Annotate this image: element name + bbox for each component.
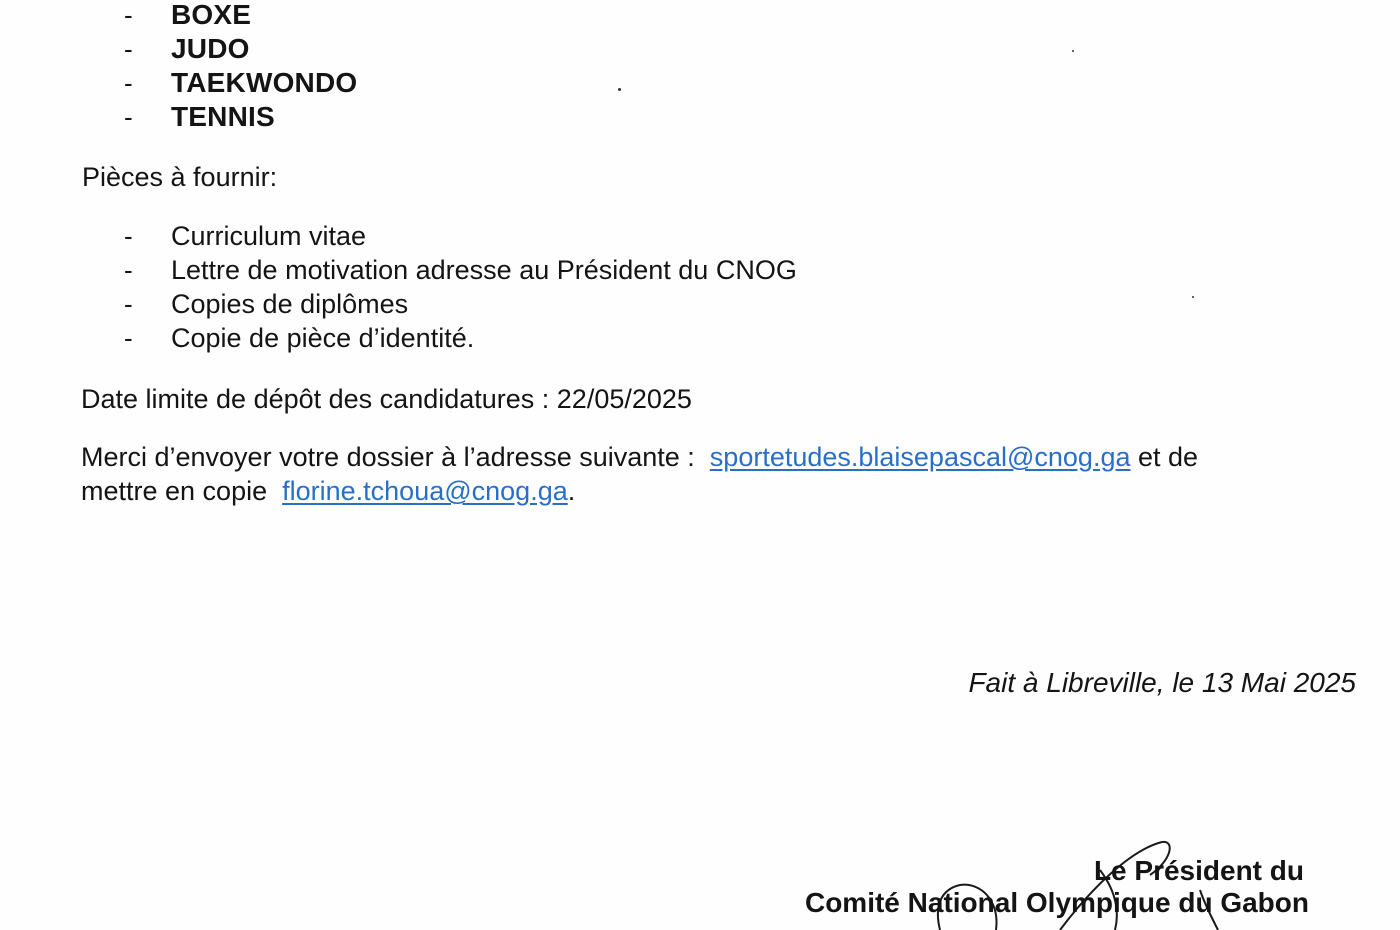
scan-speck — [1072, 50, 1074, 52]
bullet-dash: - — [124, 323, 133, 353]
scan-speck — [618, 88, 621, 91]
document-item: Copies de diplômes — [171, 289, 409, 319]
sentence-end: . — [567, 476, 576, 506]
signatory-title: Le Président du — [1093, 855, 1304, 886]
bullet-dash: - — [124, 255, 133, 285]
sport-name: TAEKWONDO — [171, 67, 358, 98]
bullet-dash: - — [124, 221, 133, 251]
submission-connector: et de — [1138, 442, 1199, 472]
bullet-dash: - — [124, 0, 133, 30]
scan-speck — [1192, 296, 1194, 298]
document-item: Curriculum vitae — [171, 221, 367, 251]
bullet-dash: - — [124, 68, 133, 98]
deadline-text: Date limite de dépôt des candidatures : 22/05/2025 — [81, 384, 692, 414]
signatory-organization: Comité National Olympique du Gabon — [804, 887, 1309, 918]
place-date: Fait à Libreville, le 13 Mai 2025 — [968, 667, 1356, 698]
sport-name: JUDO — [171, 33, 250, 64]
submission-line-2 — [81, 474, 575, 508]
sport-name: BOXE — [171, 0, 252, 30]
cc-email-link[interactable]: florine.tchoua@cnog.ga — [282, 476, 568, 506]
submission-intro: Merci d’envoyer votre dossier à l’adresse suivante : — [81, 442, 695, 472]
bullet-dash: - — [124, 289, 133, 319]
cc-prefix: mettre en copie — [81, 476, 268, 506]
submission-line-1 — [81, 440, 1198, 474]
bullet-dash: - — [124, 34, 133, 64]
primary-email-link[interactable]: sportetudes.blaisepascal@cnog.ga — [709, 442, 1131, 472]
sport-name: TENNIS — [171, 101, 275, 132]
bullet-dash: - — [124, 102, 133, 132]
pieces-heading: Pièces à fournir: — [82, 162, 278, 192]
document-item: Copie de pièce d’identité. — [171, 323, 475, 353]
document-item: Lettre de motivation adresse au Président du CNOG — [171, 255, 797, 285]
